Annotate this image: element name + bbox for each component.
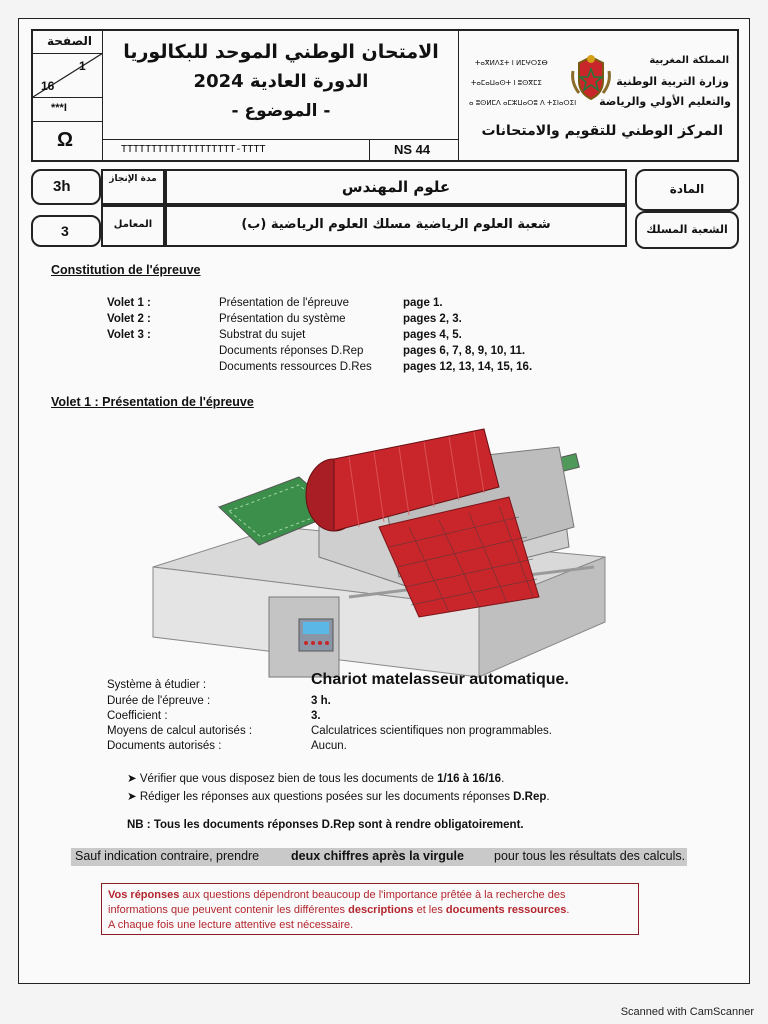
bullet-post: .	[546, 791, 550, 803]
tifinagh-line-2: ⵜⴰⵎⴰⵡⴰⵙⵜ ⵏ ⵓⵙⴳⵎⵉ	[471, 79, 542, 87]
bullet-pre: Vérifier que vous disposez bien de tous les documents de	[139, 773, 438, 785]
info-label: Moyens de calcul autorisés :	[107, 725, 253, 737]
duration-label-box	[101, 169, 165, 205]
constitution-title: Constitution de l'épreuve	[51, 263, 201, 277]
exam-code: NS 44	[394, 142, 431, 157]
subject-label-box	[635, 169, 739, 211]
info-label: Système à étudier :	[107, 679, 207, 691]
page-total: 16	[41, 79, 55, 93]
info-label: Documents autorisés :	[107, 740, 222, 752]
stream-label-ar: الشعبة المسلك	[646, 223, 728, 236]
highlight-bar	[71, 848, 687, 866]
session: الدورة العادية 2024	[193, 71, 369, 92]
info-label: Durée de l'épreuve :	[107, 695, 211, 707]
bullet-bold: D.Rep	[513, 791, 547, 803]
page-label: الصفحة	[47, 34, 93, 48]
duration-label: مدة الإنجاز	[109, 174, 157, 184]
omega-symbol: Ω	[57, 129, 74, 151]
constitution-pages: pages 2, 3.	[403, 313, 462, 325]
info-value: 3 h.	[311, 695, 331, 707]
ministry-box	[461, 31, 739, 162]
stream-label-box	[635, 211, 739, 249]
exam-header	[31, 29, 739, 162]
coef-label-box	[101, 205, 165, 247]
stars-code: ***I	[51, 102, 67, 114]
nb-note: NB : Tous les documents réponses D.Rep sont à rendre obligatoirement.	[127, 819, 524, 831]
info-label: Coefficient :	[107, 710, 168, 722]
page-number-box	[33, 31, 103, 162]
notice-line-2: informations que peuvent contenir les différentes	[108, 904, 349, 916]
subject-label-ar: المادة	[669, 182, 705, 196]
constitution-volet: Volet 1 :	[107, 297, 151, 309]
arrow-bullet-icon: ➤	[127, 773, 140, 785]
page-current: 1	[79, 59, 86, 73]
exam-title-box	[103, 31, 459, 162]
highlight-bold: deux chiffres après la virgule	[291, 849, 464, 863]
bullet-post: .	[501, 773, 505, 785]
constitution-desc: Substrat du sujet	[219, 329, 306, 341]
instruction-bullet	[127, 771, 504, 785]
national-center: المركز الوطني للتقويم والامتحانات	[481, 123, 723, 139]
stream-box	[165, 205, 627, 247]
subject-label: - الموضوع -	[231, 101, 331, 121]
notice-line-3: A chaque fois une lecture attentive est nécessaire.	[108, 919, 354, 931]
bullet-bold: 1/16 à 16/16	[437, 773, 502, 785]
exam-title: الامتحان الوطني الموحد للبكالوريا	[123, 41, 439, 63]
spreading-machine-illustration	[149, 407, 609, 679]
ministry-line-2: والتعليم الأولي والرياضة	[599, 95, 731, 108]
subject-name: علوم المهندس	[341, 178, 451, 196]
constitution-volet: Volet 2 :	[107, 313, 151, 325]
ministry-line-1: وزارة التربية الوطنية	[616, 75, 729, 88]
scan-watermark: Scanned with CamScanner	[620, 1006, 754, 1018]
constitution-desc: Présentation de l'épreuve	[219, 297, 350, 309]
exam-page	[18, 18, 750, 984]
notice-bold-3: documents ressources	[445, 904, 567, 916]
coef-value-box	[31, 215, 101, 247]
system-name: Chariot matelasseur automatique.	[311, 671, 569, 688]
notice-line-1: aux questions dépendront beaucoup de l'importance prêtée à la recherche des	[179, 889, 566, 901]
arrow-bullet-icon: ➤	[127, 791, 140, 803]
notice-bold-1: Vos réponses	[108, 889, 180, 901]
tifinagh-line-1: ⵜⴰⴳⵍⴷⵉⵜ ⵏ ⵍⵎⵖⵔⵉⴱ	[475, 59, 548, 67]
constitution-pages: pages 4, 5.	[403, 329, 462, 341]
kingdom-label: المملكة المغربية	[649, 55, 729, 66]
tifinagh-line-3: ⴰ ⵓⵙⵍⵎⴷ ⴰⵎⵣⵡⴰⵔⵓ ⴷ ⵜⵉⵏⴰⵔⵉⵏ	[469, 99, 577, 107]
constitution-pages: pages 12, 13, 14, 15, 16.	[403, 361, 533, 373]
constitution-pages: page 1.	[403, 297, 443, 309]
barcode: TTTTTTTTTTTTTTTTTTT-TTTT	[121, 144, 266, 155]
info-value: 3.	[311, 710, 321, 722]
notice-line-2-end: .	[566, 904, 570, 916]
page-fraction	[33, 53, 103, 98]
constitution-desc: Documents réponses D.Rep	[219, 345, 364, 357]
volet1-title: Volet 1 : Présentation de l'épreuve	[51, 395, 254, 409]
constitution-desc: Présentation du système	[219, 313, 346, 325]
constitution-volet: Volet 3 :	[107, 329, 151, 341]
constitution-desc: Documents ressources D.Res	[219, 361, 372, 373]
duration-value: 3h	[53, 178, 71, 195]
info-value: Calculatrices scientifiques non programmables.	[311, 725, 552, 737]
highlight-post: pour tous les résultats des calculs.	[494, 849, 686, 863]
notice-line-2-mid: et les	[413, 904, 446, 916]
reading-notice-box	[101, 883, 639, 935]
control-screen	[303, 622, 329, 634]
duration-value-box	[31, 169, 101, 205]
bullet-pre: Rédiger les réponses aux questions posées sur les documents réponses	[139, 791, 514, 803]
constitution-pages: pages 6, 7, 8, 9, 10, 11.	[403, 345, 526, 357]
highlight-pre: Sauf indication contraire, prendre	[75, 849, 260, 863]
instruction-bullet	[127, 789, 550, 803]
stream-name: شعبة العلوم الرياضية مسلك العلوم الرياضية (ب)	[241, 217, 551, 232]
reading-notice	[108, 888, 569, 933]
notice-bold-2: descriptions	[348, 904, 414, 916]
coef-label: المعامل	[113, 219, 153, 230]
subject-name-box	[165, 169, 627, 205]
coef-value: 3	[61, 223, 69, 239]
info-value: Aucun.	[311, 740, 347, 752]
